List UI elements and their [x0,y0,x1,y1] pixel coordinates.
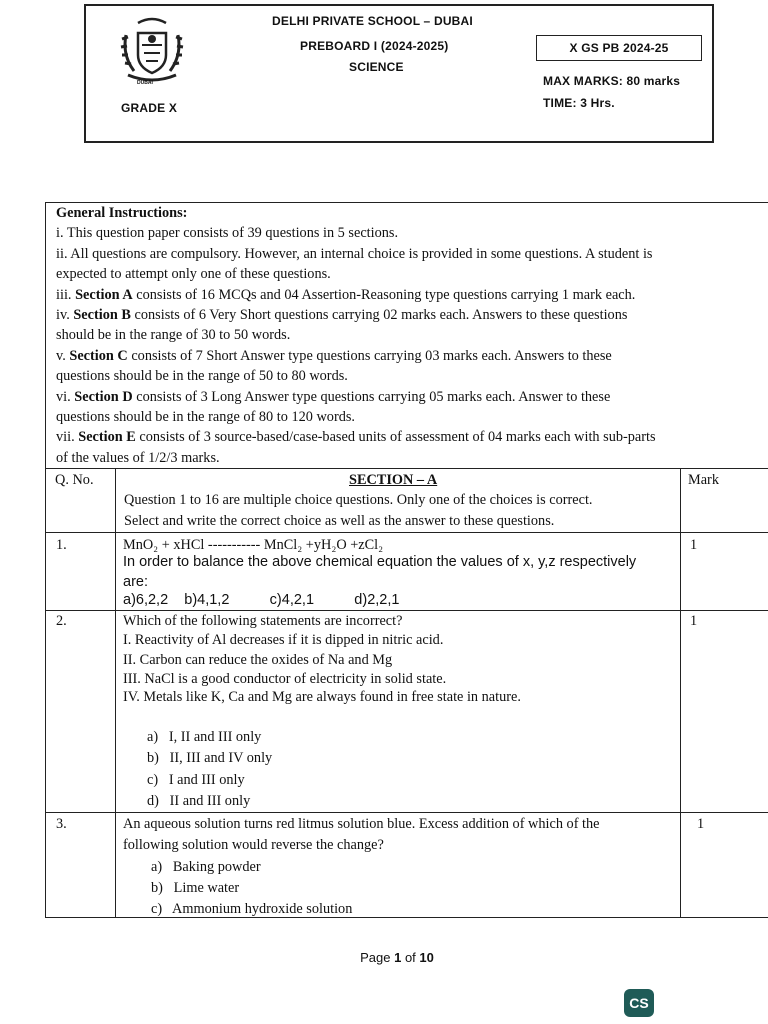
q3-text-cont: following solution would reverse the change? [123,837,384,853]
school-name: DELHI PRIVATE SCHOOL – DUBAI [272,14,473,28]
col-header-mark: Mark [688,472,719,488]
col-divider-mark [680,468,681,918]
instruction-5-cont: questions should be in the range of 50 to 80 words. [56,368,348,385]
logo-caption: DUBAI [137,80,153,86]
q2-option-a: a) I, II and III only [147,729,262,745]
instr5-bold: Section C [69,347,128,364]
camscanner-badge: CS [624,989,654,1017]
table-top-line [45,202,768,203]
instr4-pre: iv. [56,307,74,324]
page-footer [0,950,768,965]
subject-name: SCIENCE [349,60,404,74]
header-divider [84,141,714,143]
instruction-3 [46,285,768,305]
exam-name: PREBOARD I (2024-2025) [300,39,449,53]
max-marks: MAX MARKS: 80 marks [543,74,681,88]
row-line-1 [45,532,768,533]
q2-mark: 1 [690,613,698,629]
page-number: 1 [394,950,402,965]
instr7-pre: vii. [56,429,79,446]
instruction-4-cont: should be in the range of 30 to 50 words. [56,327,291,344]
q1-equation: MnO₂ + xHCl ----------- MnCl₂ +yH₂O +zCl₂ [123,537,384,553]
instr6-pre: vi. [56,388,75,405]
instruction-7 [46,427,768,447]
time-label: TIME: 3 Hrs. [543,96,615,110]
q2-option-d: d) II and III only [147,793,251,809]
q1-mark: 1 [690,537,698,553]
q1-number: 1. [56,537,67,553]
q3-mark: 1 [697,816,705,832]
header-frame-right [712,4,714,141]
q1-text: In order to balance the above chemical equation the values of x, y,z respectively [123,554,637,570]
col-header-qno: Q. No. [55,472,94,488]
instruction-6 [46,387,768,407]
instructions-bottom-line [45,468,768,469]
q3-text: An aqueous solution turns red litmus solution blue. Excess addition of which of the [123,816,600,832]
q2-statement-2: II. Carbon can reduce the oxides of Na and Mg [123,652,393,668]
section-title: SECTION – A [349,472,438,488]
q3-option-a: a) Baking powder [151,859,261,875]
instruction-2-cont: expected to attempt only one of these questions. [56,266,331,283]
q2-number: 2. [56,613,67,629]
q3-option-c: c) Ammonium hydroxide solution [151,901,353,917]
col-divider-qno [115,468,116,918]
section-note-1: Question 1 to 16 are multiple choice questions. Only one of the choices is correct. [124,492,593,508]
instr7-post: consists of 3 source-based/case-based units of assessment of 04 marks each with sub-parts [135,429,656,446]
q3-number: 3. [56,816,67,832]
q1-text-cont: are: [123,574,148,590]
general-instructions [46,203,768,468]
q2-statement-3: III. NaCl is a good conductor of electricity in solid state. [123,671,447,687]
q2-option-c: c) I and III only [147,772,245,788]
q3-option-b: b) Lime water [151,880,240,896]
instr5-post: consists of 7 Short Answer type questions carrying 03 marks each. Answers to these [127,347,612,364]
instruction-2: ii. All questions are compulsory. However, an internal choice is provided in some questions. A student is [56,245,653,262]
table-left-line [45,202,46,918]
instruction-7-cont: of the values of 1/2/3 marks. [56,449,220,466]
instr3-post: consists of 16 MCQs and 04 Assertion-Reasoning type questions carrying 1 mark each. [132,286,636,303]
section-note-2: Select and write the correct choice as well as the answer to these questions. [124,513,555,529]
instr4-post: consists of 6 Very Short questions carrying 02 marks each. Answers to these questions [130,307,628,324]
page-total: 10 [419,950,434,965]
instr7-bold: Section E [78,429,136,446]
instruction-5 [46,346,768,366]
instr4-bold: Section B [73,307,131,324]
instruction-6-cont: questions should be in the range of 80 to 120 words. [56,409,356,426]
instr3-bold: Section A [75,286,133,303]
page-label: Page [360,950,395,965]
page-of: of [401,950,420,965]
instr6-post: consists of 3 Long Answer type questions carrying 05 marks each. Answer to these [132,388,611,405]
paper-code [536,35,702,61]
q2-statement-4: IV. Metals like K, Ca and Mg are always found in free state in nature. [123,689,521,705]
grade-label: GRADE X [121,101,178,115]
instr3-pre: iii. [56,286,76,303]
q1-options: a)6,2,2 b)4,1,2 c)4,2,1 d)2,2,1 [123,592,400,608]
q2-text: Which of the following statements are incorrect? [123,613,403,629]
row-line-3 [45,812,768,813]
instr5-pre: v. [56,347,70,364]
instruction-4 [46,305,768,325]
instructions-title: General Instructions: [56,205,188,221]
q2-statement-1: I. Reactivity of Al decreases if it is dipped in nitric acid. [123,632,444,648]
instruction-1: i. This question paper consists of 39 questions in 5 sections. [56,225,399,242]
q2-option-b: b) II, III and IV only [147,750,273,766]
instr6-bold: Section D [74,388,133,405]
paper-code-text: X GS PB 2024-25 [569,41,669,55]
